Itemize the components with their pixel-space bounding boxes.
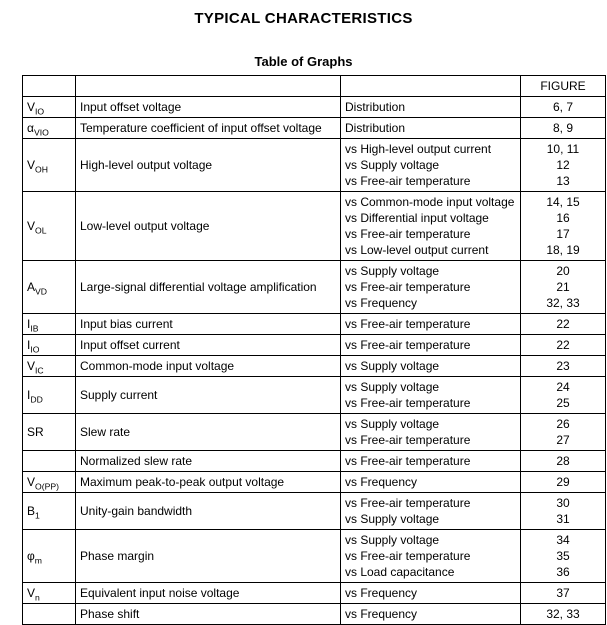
parameter-cell: Low-level output voltage [76,192,341,261]
condition-cell [341,583,521,604]
condition-line: vs High-level output current [345,142,492,156]
condition-cell [341,414,521,451]
figure-line: 22 [556,338,570,352]
parameter-cell: Input offset current [76,335,341,356]
condition-cell [341,314,521,335]
figure-cell [521,377,606,414]
condition-line: vs Free-air temperature [345,496,471,510]
figure-line: 35 [556,549,570,563]
table-row [23,97,606,118]
figure-line: 20 [556,264,570,278]
figure-line: 27 [556,433,570,447]
figure-cell [521,493,606,530]
condition-cell [341,192,521,261]
table-row [23,377,606,414]
table-header-row [23,76,606,97]
figure-line: 32, 33 [546,296,580,310]
condition-line: vs Free-air temperature [345,280,471,294]
parameter-cell: Equivalent input noise voltage [76,583,341,604]
symbol-cell [23,451,76,472]
condition-cell [341,261,521,314]
condition-line: vs Supply voltage [345,158,440,172]
condition-line: vs Free-air temperature [345,317,471,331]
symbol-cell: $V_n$ [23,583,76,604]
condition-line: vs Frequency [345,586,418,600]
parameter-cell: Supply current [76,377,341,414]
figure-cell [521,414,606,451]
condition-line: vs Supply voltage [345,359,440,373]
table-row [23,414,606,451]
figure-cell [521,451,606,472]
parameter-header-cell [76,76,341,97]
symbol-cell: $V_{O(PP)}$ [23,472,76,493]
condition-line: vs Supply voltage [345,512,440,526]
figure-line: 17 [556,227,570,241]
condition-cell [341,451,521,472]
symbol-cell: $V_{IO}$ [23,97,76,118]
figure-cell [521,335,606,356]
parameter-cell: Slew rate [76,414,341,451]
table-row [23,192,606,261]
condition-cell [341,472,521,493]
figure-cell [521,604,606,625]
condition-line: vs Free-air temperature [345,338,471,352]
symbol-cell: $\alpha_{VIO}$ [23,118,76,139]
condition-cell [341,335,521,356]
figure-line: 8, 9 [552,121,573,135]
condition-line: vs Free-air temperature [345,174,471,188]
page-title: TYPICAL CHARACTERISTICS [194,10,413,27]
figure-line: 6, 7 [552,100,573,114]
condition-header-cell [341,76,521,97]
condition-cell [341,604,521,625]
table-row [23,335,606,356]
parameter-cell: Common-mode input voltage [76,356,341,377]
figure-line: 22 [556,317,570,331]
condition-line: vs Free-air temperature [345,227,471,241]
symbol-cell: $B_1$ [23,493,76,530]
condition-line: vs Frequency [345,296,418,310]
condition-line: vs Common-mode input voltage [345,195,515,209]
condition-line: vs Supply voltage [345,380,440,394]
figure-cell [521,97,606,118]
table-row [23,472,606,493]
figure-line: 32, 33 [546,607,580,621]
condition-line: vs Supply voltage [345,417,440,431]
table-row [23,261,606,314]
table-row [23,314,606,335]
symbol-cell: SR [23,414,76,451]
condition-cell [341,530,521,583]
document-page [0,10,607,625]
condition-line: vs Frequency [345,607,418,621]
condition-cell [341,377,521,414]
parameter-cell: Input bias current [76,314,341,335]
symbol-cell [23,604,76,625]
figure-cell [521,583,606,604]
parameter-cell: Input offset voltage [76,97,341,118]
figure-line: 14, 15 [546,195,580,209]
symbol-header-cell [23,76,76,97]
table-of-graphs-title: Table of Graphs [254,54,353,69]
table-row [23,493,606,530]
figure-line: 24 [556,380,570,394]
figure-line: 13 [556,174,570,188]
symbol-cell: $V_{OL}$ [23,192,76,261]
symbol-cell: $V_{IC}$ [23,356,76,377]
figure-cell [521,472,606,493]
figure-line: 31 [556,512,570,526]
figure-line: 30 [556,496,570,510]
condition-line: vs Differential input voltage [345,211,489,225]
symbol-cell: $V_{OH}$ [23,139,76,192]
figure-line: 29 [556,475,570,489]
parameter-cell: Temperature coefficient of input offset voltage [76,118,341,139]
table-row [23,583,606,604]
figure-line: 18, 19 [546,243,580,257]
figure-line: 28 [556,454,570,468]
condition-cell [341,356,521,377]
table-row [23,356,606,377]
figure-cell [521,139,606,192]
figure-cell [521,356,606,377]
symbol-cell: $I_{IO}$ [23,335,76,356]
symbol-cell: $A_{VD}$ [23,261,76,314]
figure-line: 23 [556,359,570,373]
symbol-cell: $\varphi_m$ [23,530,76,583]
condition-cell [341,118,521,139]
figure-line: 25 [556,396,570,410]
figure-line: 10, 11 [546,142,580,156]
condition-line: vs Free-air temperature [345,454,471,468]
table-row [23,530,606,583]
condition-line: Distribution [345,100,406,114]
condition-line: Distribution [345,121,406,135]
parameter-cell: Large-signal differential voltage amplification [76,261,341,314]
figure-cell [521,530,606,583]
table-row [23,451,606,472]
parameter-cell: Unity-gain bandwidth [76,493,341,530]
condition-cell [341,493,521,530]
figure-line: 26 [556,417,570,431]
graphs-table [22,75,606,625]
symbol-cell: $I_{IB}$ [23,314,76,335]
figure-header-cell: FIGURE [521,76,606,97]
figure-line: 34 [556,533,570,547]
figure-line: 21 [556,280,570,294]
figure-cell [521,192,606,261]
condition-line: vs Low-level output current [345,243,489,257]
condition-line: vs Supply voltage [345,264,440,278]
figure-cell [521,118,606,139]
condition-cell [341,139,521,192]
symbol-cell: $I_{DD}$ [23,377,76,414]
parameter-cell: Maximum peak-to-peak output voltage [76,472,341,493]
condition-line: vs Supply voltage [345,533,440,547]
parameter-cell: Phase margin [76,530,341,583]
parameter-cell: Normalized slew rate [76,451,341,472]
figure-cell [521,261,606,314]
parameter-cell: Phase shift [76,604,341,625]
figure-line: 36 [556,565,570,579]
condition-line: vs Free-air temperature [345,396,471,410]
condition-line: vs Free-air temperature [345,549,471,563]
condition-line: vs Load capacitance [345,565,455,579]
table-row [23,139,606,192]
table-row [23,604,606,625]
graphs-table-body [23,97,606,625]
condition-line: vs Free-air temperature [345,433,471,447]
figure-line: 37 [556,586,570,600]
figure-cell [521,314,606,335]
table-row [23,118,606,139]
figure-line: 16 [556,211,570,225]
condition-line: vs Frequency [345,475,418,489]
parameter-cell: High-level output voltage [76,139,341,192]
condition-cell [341,97,521,118]
figure-line: 12 [556,158,570,172]
